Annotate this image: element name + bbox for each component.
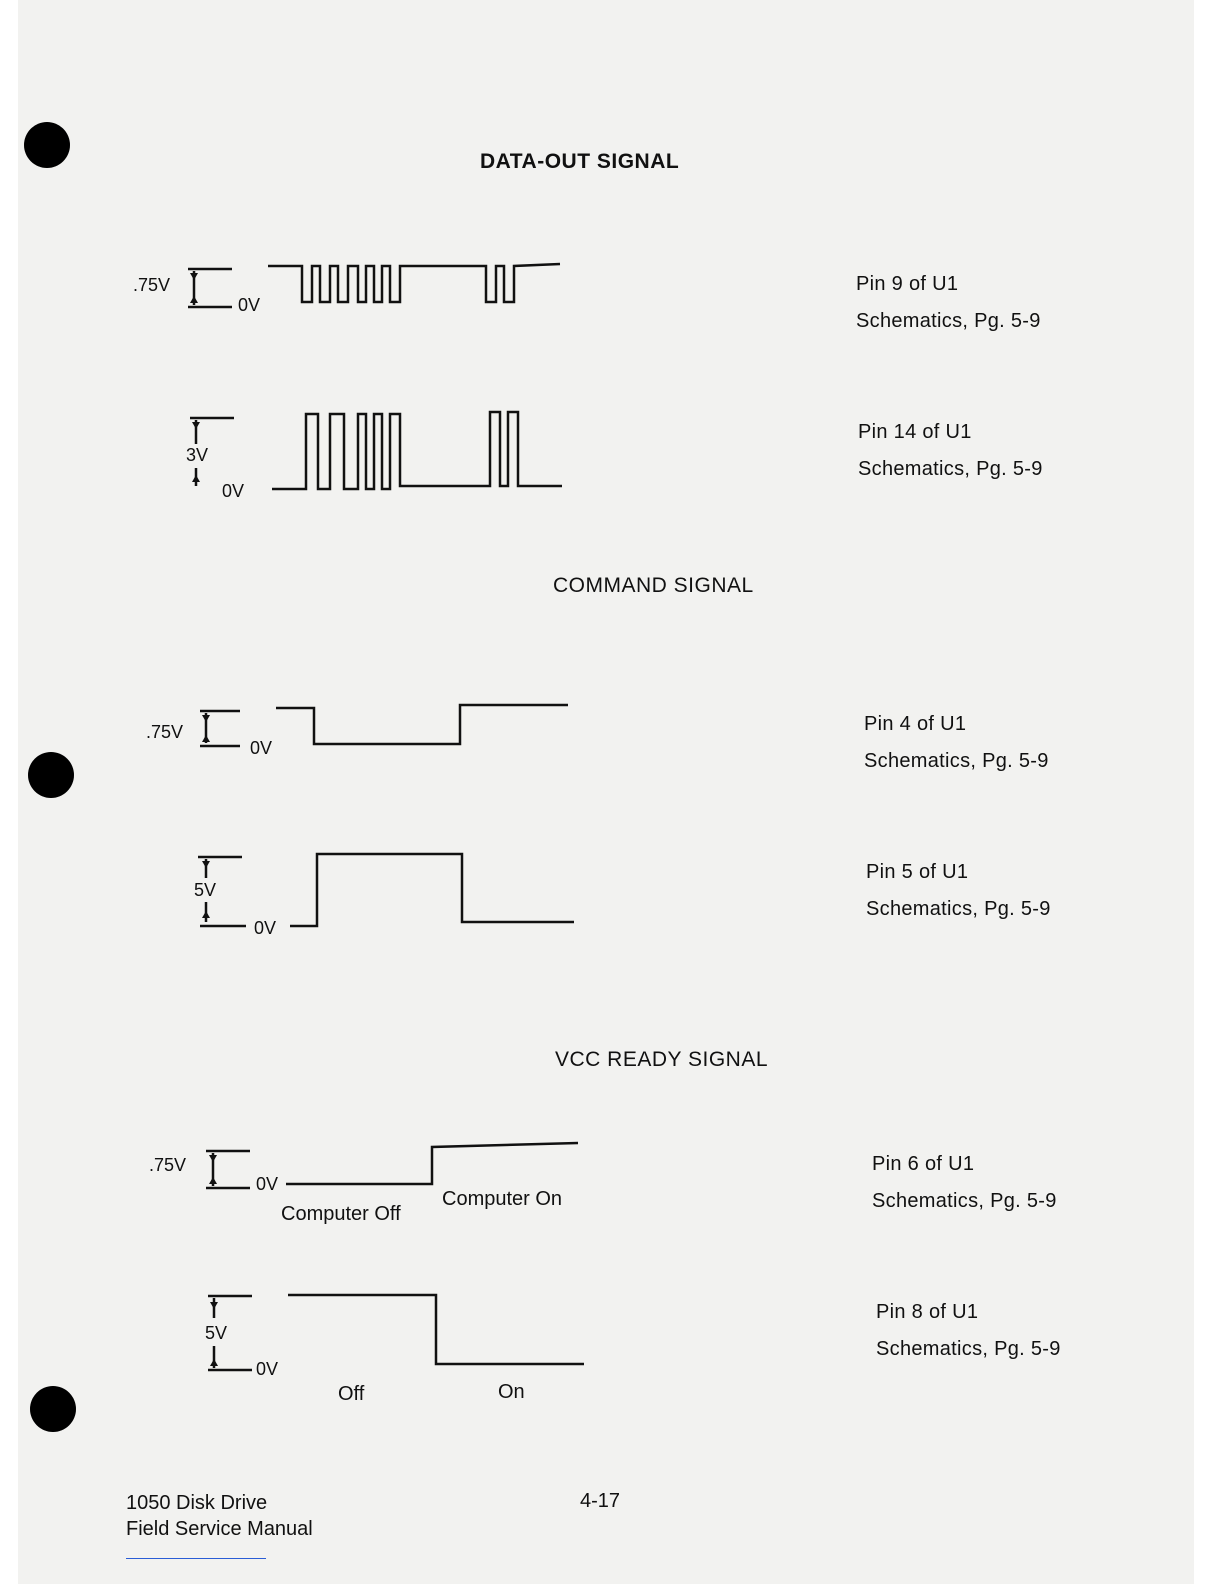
data-out-wave-1-reference (856, 266, 1041, 340)
pin-label: Pin 5 of U1 (866, 861, 969, 883)
vcc-ready-wave-2-level: 5V (205, 1323, 228, 1343)
schematics-reference: Schematics, Pg. 5-9 (856, 310, 1041, 332)
vcc-ready-wave-2-state-left: Off (338, 1383, 365, 1405)
data-out-wave-2 (190, 412, 562, 489)
command-wave-2-reference (866, 854, 1051, 928)
footer-link-underline (126, 1558, 266, 1559)
data-out-title: DATA-OUT SIGNAL (480, 150, 680, 173)
command-wave-2-zero: 0V (254, 918, 277, 938)
command-wave-1-zero: 0V (250, 738, 273, 758)
command-wave-2 (198, 854, 574, 926)
pin-label: Pin 4 of U1 (864, 713, 967, 735)
vcc-ready-wave-2-reference (876, 1294, 1061, 1368)
page-number: 4-17 (580, 1490, 621, 1512)
pin-label: Pin 6 of U1 (872, 1153, 975, 1175)
vcc-ready-wave-1-level: .75V (149, 1155, 187, 1175)
command-wave-1-reference (864, 706, 1049, 780)
vcc-ready-wave-1-state-left: Computer Off (281, 1203, 401, 1225)
pin-label: Pin 14 of U1 (858, 421, 972, 443)
command-wave-2-level: 5V (194, 880, 217, 900)
vcc-ready-wave-1-state-right: Computer On (442, 1188, 563, 1210)
data-out-wave-2-level: 3V (186, 445, 209, 465)
pin-label: Pin 9 of U1 (856, 273, 959, 295)
schematics-reference: Schematics, Pg. 5-9 (872, 1190, 1057, 1212)
pin-label: Pin 8 of U1 (876, 1301, 979, 1323)
footer-line-1: 1050 Disk Drive (126, 1492, 268, 1514)
command-title: COMMAND SIGNAL (553, 574, 754, 597)
data-out-wave-1-zero: 0V (238, 295, 261, 315)
footer-document-title (126, 1490, 313, 1542)
schematics-reference: Schematics, Pg. 5-9 (858, 458, 1043, 480)
schematics-reference: Schematics, Pg. 5-9 (864, 750, 1049, 772)
vcc-ready-wave-1-reference (872, 1146, 1057, 1220)
data-out-wave-1-level: .75V (133, 275, 171, 295)
vcc-ready-title: VCC READY SIGNAL (555, 1048, 769, 1071)
footer-line-2: Field Service Manual (126, 1518, 313, 1540)
data-out-wave-2-zero: 0V (222, 481, 245, 501)
vcc-ready-wave-2-zero: 0V (256, 1359, 279, 1379)
schematics-reference: Schematics, Pg. 5-9 (866, 898, 1051, 920)
command-wave-1-level: .75V (146, 722, 184, 742)
vcc-ready-wave-1-zero: 0V (256, 1174, 279, 1194)
vcc-ready-wave-2-state-right: On (498, 1381, 525, 1403)
data-out-wave-2-reference (858, 414, 1043, 488)
schematics-reference: Schematics, Pg. 5-9 (876, 1338, 1061, 1360)
